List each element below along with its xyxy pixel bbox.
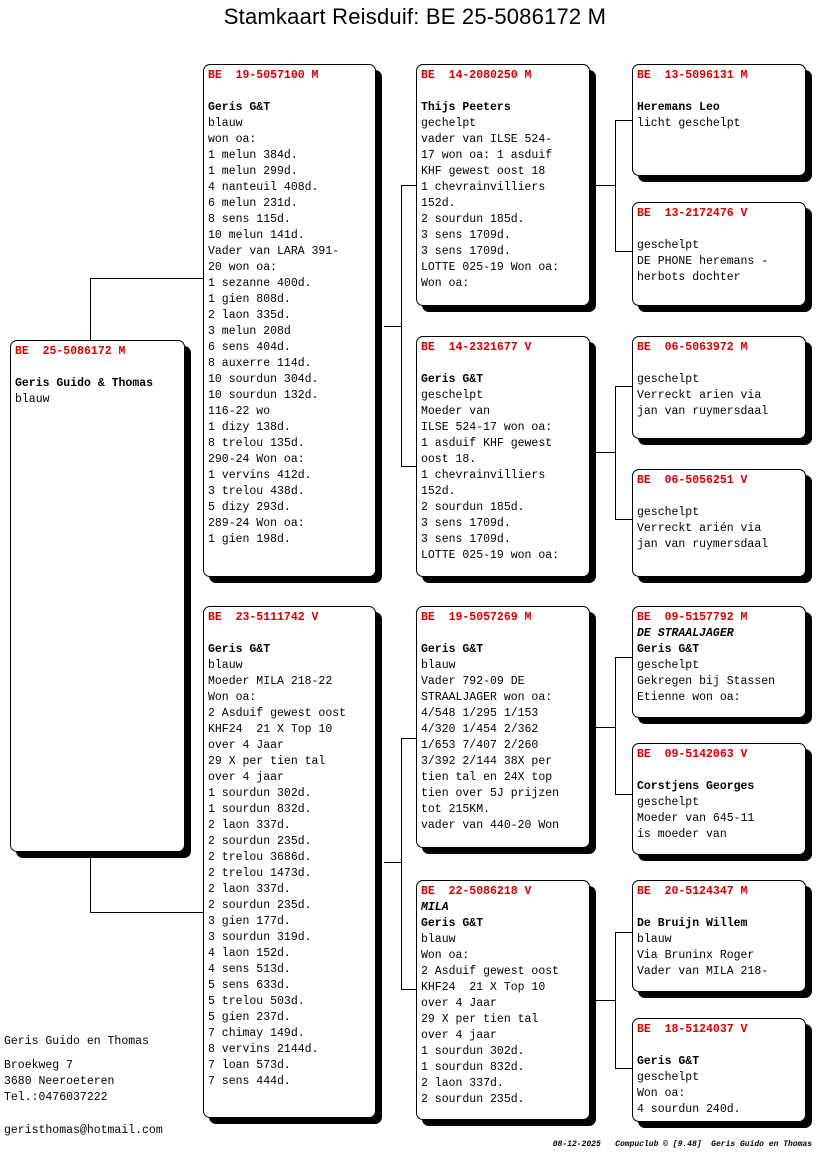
spacer xyxy=(421,626,589,642)
info-line: 5 dizy 293d. xyxy=(208,501,291,514)
connector xyxy=(615,932,616,1069)
info-line: 1 sourdun 302d. xyxy=(421,1045,525,1058)
info-line: 8 sens 115d. xyxy=(208,213,291,226)
connector xyxy=(615,519,633,520)
spacer xyxy=(15,360,184,376)
ring-number: BE 20-5124347 M xyxy=(637,885,748,898)
pigeon-nickname: DE STRAALJAGER xyxy=(637,627,734,640)
info-line: 2 laon 335d. xyxy=(208,309,291,322)
ring-number: BE 14-2321677 V xyxy=(421,341,532,354)
info-line: 6 melun 231d. xyxy=(208,197,298,210)
owner-name: Geris G&T xyxy=(421,373,484,386)
connector xyxy=(401,738,402,990)
info-line: blauw xyxy=(208,659,243,672)
info-line: tot 215KM. xyxy=(421,803,491,816)
info-line: 3 gien 177d. xyxy=(208,915,291,928)
info-line: licht geschelpt xyxy=(637,117,741,130)
info-line: 3 sens 1709d. xyxy=(421,533,511,546)
info-line: 3 sens 1709d. xyxy=(421,229,511,242)
info-line: 10 sourdun 304d. xyxy=(208,373,319,386)
spacer xyxy=(421,84,589,100)
info-line: 1 gien 198d. xyxy=(208,533,291,546)
connector xyxy=(615,251,633,252)
info-line: 5 gien 237d. xyxy=(208,1011,291,1024)
owner-name: Geris G&T xyxy=(208,643,271,656)
ring-number: BE 23-5111742 V xyxy=(208,611,319,624)
info-line: 290-24 Won oa: xyxy=(208,453,305,466)
info-line: DE PHONE heremans - xyxy=(637,255,769,268)
info-line: 1 asduif KHF gewest xyxy=(421,437,553,450)
info-line: 5 sens 633d. xyxy=(208,979,291,992)
info-line: Moeder van xyxy=(421,405,491,418)
pigeon-card-mother-mother[interactable] xyxy=(416,880,590,1120)
info-line: 7 sens 444d. xyxy=(208,1075,291,1088)
info-line: Gekregen bij Stassen xyxy=(637,675,776,688)
info-line: won oa: xyxy=(208,133,257,146)
info-line: 8 auxerre 114d. xyxy=(208,357,312,370)
owner-name: Corstjens Georges xyxy=(637,780,755,793)
info-line: Won oa: xyxy=(208,691,257,704)
info-line: is moeder van xyxy=(637,828,727,841)
info-line: Etienne won oa: xyxy=(637,691,741,704)
footer-text: 08-12-2025 Compuclub © [9.48] Geris Guido en Thomas xyxy=(552,1140,812,1149)
info-line: vader van 440-20 Won xyxy=(421,819,560,832)
info-line: 2 sourdun 235d. xyxy=(208,835,312,848)
info-line: 29 X per tien tal xyxy=(421,1013,539,1026)
connector xyxy=(401,185,417,186)
info-line: gechelpt xyxy=(421,117,477,130)
info-line: 3 sens 1709d. xyxy=(421,245,511,258)
connector xyxy=(615,657,633,658)
info-line: tien tal en 24X top xyxy=(421,771,553,784)
info-line: tien over 5J prijzen xyxy=(421,787,560,800)
breeder-city: 3680 Neeroeteren xyxy=(4,1075,115,1088)
info-line: 2 laon 337d. xyxy=(208,883,291,896)
connector xyxy=(615,657,616,795)
page-title: Stamkaart Reisduif: BE 25-5086172 M xyxy=(223,4,607,29)
pigeon-nickname: MILA xyxy=(421,901,449,914)
pigeon-card-mother[interactable] xyxy=(203,606,376,1118)
info-line: Vader 792-09 DE xyxy=(421,675,525,688)
info-line: 1 chevrainvilliers xyxy=(421,469,546,482)
breeder-name: Geris Guido en Thomas xyxy=(4,1035,149,1048)
info-line: 2 laon 337d. xyxy=(421,1077,504,1090)
info-line: 1 sourdun 832d. xyxy=(208,803,312,816)
info-line: 1 sezanne 400d. xyxy=(208,277,312,290)
info-line: KHF24 21 X Top 10 xyxy=(208,723,333,736)
info-line: over 4 jaar xyxy=(208,771,284,784)
connector xyxy=(596,452,616,453)
info-line: Won oa: xyxy=(637,1087,686,1100)
spacer xyxy=(637,900,805,916)
breeder-email[interactable]: geristhomas@hotmail.com xyxy=(4,1124,163,1137)
connector xyxy=(90,278,205,279)
info-line: 2 trelou 1473d. xyxy=(208,867,312,880)
spacer xyxy=(637,356,805,372)
info-line: LOTTE 025-19 won oa: xyxy=(421,549,560,562)
connector xyxy=(615,386,633,387)
breeder-phone: Tel.:0476037222 xyxy=(4,1091,108,1104)
owner-name: Geris G&T xyxy=(421,917,484,930)
pigeon-card-father[interactable] xyxy=(203,64,376,577)
pigeon-card-subject[interactable] xyxy=(10,340,185,852)
spacer xyxy=(637,1038,805,1054)
connector xyxy=(384,326,402,327)
connector xyxy=(384,862,402,863)
owner-name: De Bruijn Willem xyxy=(637,917,748,930)
info-line: 116-22 wo xyxy=(208,405,271,418)
connector xyxy=(615,120,633,121)
info-line: Won oa: xyxy=(421,949,470,962)
info-line: 289-24 Won oa: xyxy=(208,517,305,530)
info-line: 4 nanteuil 408d. xyxy=(208,181,319,194)
info-line: geschelpt xyxy=(637,796,700,809)
connector xyxy=(615,386,616,520)
ring-number: BE 13-2172476 V xyxy=(637,207,748,220)
owner-name: Heremans Leo xyxy=(637,101,720,114)
info-line: over 4 Jaar xyxy=(208,739,284,752)
info-line: 8 trelou 135d. xyxy=(208,437,305,450)
ring-number: BE 19-5057269 M xyxy=(421,611,532,624)
info-line: geschelpt xyxy=(637,659,700,672)
connector xyxy=(401,989,417,990)
info-line: 1 gien 808d. xyxy=(208,293,291,306)
pigeon-card-ffm[interactable] xyxy=(632,202,806,306)
info-line: geschelpt xyxy=(637,1071,700,1084)
info-line: 2 sourdun 185d. xyxy=(421,501,525,514)
info-line: ILSE 524-17 won oa: xyxy=(421,421,553,434)
info-line: 7 loan 573d. xyxy=(208,1059,291,1072)
ring-number: BE 09-5142063 V xyxy=(637,748,748,761)
info-line: geschelpt xyxy=(637,506,700,519)
info-line: 152d. xyxy=(421,197,456,210)
info-line: 4 sourdun 240d. xyxy=(637,1103,741,1116)
info-line: jan van ruymersdaal xyxy=(637,405,769,418)
info-line: 10 melun 141d. xyxy=(208,229,305,242)
info-line: 6 sens 404d. xyxy=(208,341,291,354)
pigeon-card-mother-father[interactable] xyxy=(416,606,590,848)
info-line: blauw xyxy=(637,933,672,946)
breeder-street: Broekweg 7 xyxy=(4,1059,74,1072)
connector xyxy=(615,794,633,795)
info-line: 3 sens 1709d. xyxy=(421,517,511,530)
pigeon-card-mmm[interactable] xyxy=(632,1018,806,1122)
owner-name: Geris G&T xyxy=(421,643,484,656)
ring-number: BE 25-5086172 M xyxy=(15,345,126,358)
connector xyxy=(596,727,616,728)
info-line: 2 sourdun 185d. xyxy=(421,213,525,226)
info-line: blauw xyxy=(421,933,456,946)
info-line: 4/320 1/454 2/362 xyxy=(421,723,539,736)
info-line: 7 chimay 149d. xyxy=(208,1027,305,1040)
info-line: Vader van LARA 391- xyxy=(208,245,340,258)
info-line: herbots dochter xyxy=(637,271,741,284)
info-line: 10 sourdun 132d. xyxy=(208,389,319,402)
info-line: blauw xyxy=(208,117,243,130)
spacer xyxy=(421,356,589,372)
info-line: 3 trelou 438d. xyxy=(208,485,305,498)
ring-number: BE 09-5157792 M xyxy=(637,611,748,624)
info-line: 1 chevrainvilliers xyxy=(421,181,546,194)
ring-number: BE 22-5086218 V xyxy=(421,885,532,898)
ring-number: BE 18-5124037 V xyxy=(637,1023,748,1036)
info-line: STRAALJAGER won oa: xyxy=(421,691,553,704)
owner-name: Geris G&T xyxy=(637,1055,700,1068)
spacer xyxy=(208,84,375,100)
connector xyxy=(615,120,616,252)
owner-name: Thijs Peeters xyxy=(421,101,511,114)
info-line: 20 won oa: xyxy=(208,261,278,274)
info-line: 1 melun 384d. xyxy=(208,149,298,162)
ring-number: BE 06-5056251 V xyxy=(637,474,748,487)
info-line: 3/392 2/144 38X per xyxy=(421,755,553,768)
info-line: 17 won oa: 1 asduif xyxy=(421,149,553,162)
info-line: KHF24 21 X Top 10 xyxy=(421,981,546,994)
pigeon-card-fmf[interactable] xyxy=(632,336,806,439)
info-line: Verreckt arien via xyxy=(637,389,762,402)
info-line: geschelpt xyxy=(421,389,484,402)
info-line: Via Bruninx Roger xyxy=(637,949,755,962)
owner-name: Geris Guido & Thomas xyxy=(15,377,154,390)
info-line: Vader van MILA 218- xyxy=(637,965,769,978)
info-line: 2 trelou 3686d. xyxy=(208,851,312,864)
info-line: 4/548 1/295 1/153 xyxy=(421,707,539,720)
connector xyxy=(401,466,417,467)
info-line: 152d. xyxy=(421,485,456,498)
info-line: 29 X per tien tal xyxy=(208,755,326,768)
info-line: 1 sourdun 302d. xyxy=(208,787,312,800)
info-line: Moeder MILA 218-22 xyxy=(208,675,333,688)
info-line: 1 sourdun 832d. xyxy=(421,1061,525,1074)
info-line: 4 laon 152d. xyxy=(208,947,291,960)
info-line: 8 vervins 2144d. xyxy=(208,1043,319,1056)
info-line: blauw xyxy=(421,659,456,672)
owner-name: Geris G&T xyxy=(637,643,700,656)
pigeon-card-father-mother[interactable] xyxy=(416,336,590,577)
connector xyxy=(401,738,417,739)
pigeon-card-fff[interactable] xyxy=(632,64,806,176)
info-line: geschelpt xyxy=(637,373,700,386)
spacer xyxy=(637,84,805,100)
info-line: blauw xyxy=(15,393,50,406)
info-line: vader van ILSE 524- xyxy=(421,133,553,146)
ring-number: BE 14-2080250 M xyxy=(421,69,532,82)
info-line: Won oa: xyxy=(421,277,470,290)
info-line: over 4 jaar xyxy=(421,1029,497,1042)
connector xyxy=(615,932,633,933)
connector xyxy=(596,1000,616,1001)
connector xyxy=(401,185,402,467)
info-line: 3 sourdun 319d. xyxy=(208,931,312,944)
info-line: Moeder van 645-11 xyxy=(637,812,755,825)
info-line: 2 sourdun 235d. xyxy=(208,899,312,912)
spacer xyxy=(208,626,375,642)
info-line: KHF gewest oost 18 xyxy=(421,165,546,178)
spacer xyxy=(637,489,805,505)
info-line: 2 sourdun 235d. xyxy=(421,1093,525,1106)
ring-number: BE 13-5096131 M xyxy=(637,69,748,82)
ring-number: BE 19-5057100 M xyxy=(208,69,319,82)
info-line: 1 vervins 412d. xyxy=(208,469,312,482)
info-line: 1 melun 299d. xyxy=(208,165,298,178)
info-line: 1 dizy 138d. xyxy=(208,421,291,434)
info-line: 2 laon 337d. xyxy=(208,819,291,832)
info-line: oost 18. xyxy=(421,453,477,466)
pigeon-card-father-father[interactable] xyxy=(416,64,590,306)
info-line: 5 trelou 503d. xyxy=(208,995,305,1008)
owner-name: Geris G&T xyxy=(208,101,271,114)
info-line: Verreckt arién via xyxy=(637,522,762,535)
info-line: 4 sens 513d. xyxy=(208,963,291,976)
pigeon-card-fmm[interactable] xyxy=(632,469,806,577)
spacer xyxy=(637,222,805,238)
info-line: 1/653 7/407 2/260 xyxy=(421,739,539,752)
info-line: jan van ruymersdaal xyxy=(637,538,769,551)
pigeon-card-mff[interactable] xyxy=(632,606,806,718)
connector xyxy=(615,1068,633,1069)
info-line: 2 Asduif gewest oost xyxy=(208,707,347,720)
info-line: over 4 Jaar xyxy=(421,997,497,1010)
connector xyxy=(90,278,91,340)
info-line: 2 Asduif gewest oost xyxy=(421,965,560,978)
pigeon-card-mfm[interactable] xyxy=(632,743,806,855)
spacer xyxy=(637,763,805,779)
ring-number: BE 06-5063972 M xyxy=(637,341,748,354)
info-line: 3 melun 208d xyxy=(208,325,291,338)
pigeon-card-mmf[interactable] xyxy=(632,880,806,992)
connector xyxy=(90,850,91,912)
info-line: LOTTE 025-19 Won oa: xyxy=(421,261,560,274)
info-line: geschelpt xyxy=(637,239,700,252)
connector xyxy=(90,912,205,913)
connector xyxy=(596,185,616,186)
